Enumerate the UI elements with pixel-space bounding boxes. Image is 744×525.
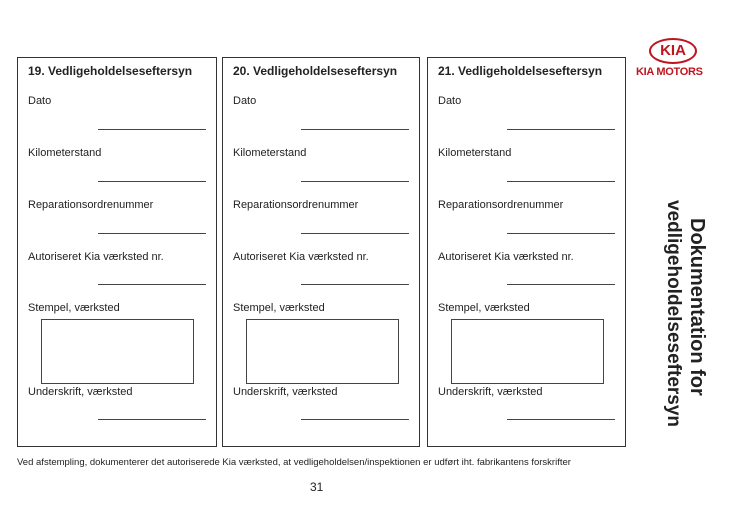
panel-title: 19. Vedligeholdelseseftersyn xyxy=(28,64,193,78)
field-label-signature: Underskrift, værksted xyxy=(438,386,543,398)
kia-logo-mark: KIA xyxy=(649,38,697,64)
field-label-dato: Dato xyxy=(438,95,462,107)
side-title xyxy=(661,200,709,480)
field-label-workshop: Autoriseret Kia værksted nr. xyxy=(438,251,574,263)
field-line-dato[interactable] xyxy=(507,129,615,130)
field-label-repair: Reparationsordrenummer xyxy=(28,199,154,211)
stamp-box[interactable] xyxy=(451,319,604,384)
field-line-repair[interactable] xyxy=(301,233,409,234)
field-label-km: Kilometerstand xyxy=(438,147,512,159)
field-line-workshop[interactable] xyxy=(301,284,409,285)
service-panel-21 xyxy=(427,57,626,447)
field-label-km: Kilometerstand xyxy=(28,147,102,159)
field-line-repair[interactable] xyxy=(507,233,615,234)
field-line-signature[interactable] xyxy=(301,419,409,420)
field-label-repair: Reparationsordrenummer xyxy=(438,199,564,211)
field-label-workshop: Autoriseret Kia værksted nr. xyxy=(28,251,164,263)
field-label-dato: Dato xyxy=(233,95,257,107)
field-line-km[interactable] xyxy=(301,181,409,182)
panel-title: 20. Vedligeholdelseseftersyn xyxy=(233,64,398,78)
field-line-workshop[interactable] xyxy=(98,284,206,285)
field-label-repair: Reparationsordrenummer xyxy=(233,199,359,211)
field-line-dato[interactable] xyxy=(301,129,409,130)
service-panel-20 xyxy=(222,57,420,447)
field-line-signature[interactable] xyxy=(98,419,206,420)
field-line-km[interactable] xyxy=(507,181,615,182)
field-line-signature[interactable] xyxy=(507,419,615,420)
field-label-km: Kilometerstand xyxy=(233,147,307,159)
kia-logo xyxy=(636,38,708,78)
side-title-line1: Dokumentation for xyxy=(686,218,708,396)
kia-motors-text: KIA MOTORS xyxy=(636,66,703,78)
field-line-dato[interactable] xyxy=(98,129,206,130)
field-label-stamp: Stempel, værksted xyxy=(233,302,325,314)
stamp-box[interactable] xyxy=(41,319,194,384)
field-label-workshop: Autoriseret Kia værksted nr. xyxy=(233,251,369,263)
footer-note: Ved afstempling, dokumenterer det autoriserede Kia værksted, at vedligeholdelsen/inspektionen er udført iht. fabrikantens forskrifter xyxy=(17,457,571,468)
field-label-signature: Underskrift, værksted xyxy=(233,386,338,398)
field-label-stamp: Stempel, værksted xyxy=(28,302,120,314)
field-label-signature: Underskrift, værksted xyxy=(28,386,133,398)
service-panel-19 xyxy=(17,57,217,447)
field-line-km[interactable] xyxy=(98,181,206,182)
side-title-line2: vedligeholdelseseftersyn xyxy=(663,200,684,428)
field-label-stamp: Stempel, værksted xyxy=(438,302,530,314)
field-label-dato: Dato xyxy=(28,95,52,107)
field-line-workshop[interactable] xyxy=(507,284,615,285)
page-number: 31 xyxy=(310,480,324,494)
panel-title: 21. Vedligeholdelseseftersyn xyxy=(438,64,603,78)
field-line-repair[interactable] xyxy=(98,233,206,234)
stamp-box[interactable] xyxy=(246,319,399,384)
